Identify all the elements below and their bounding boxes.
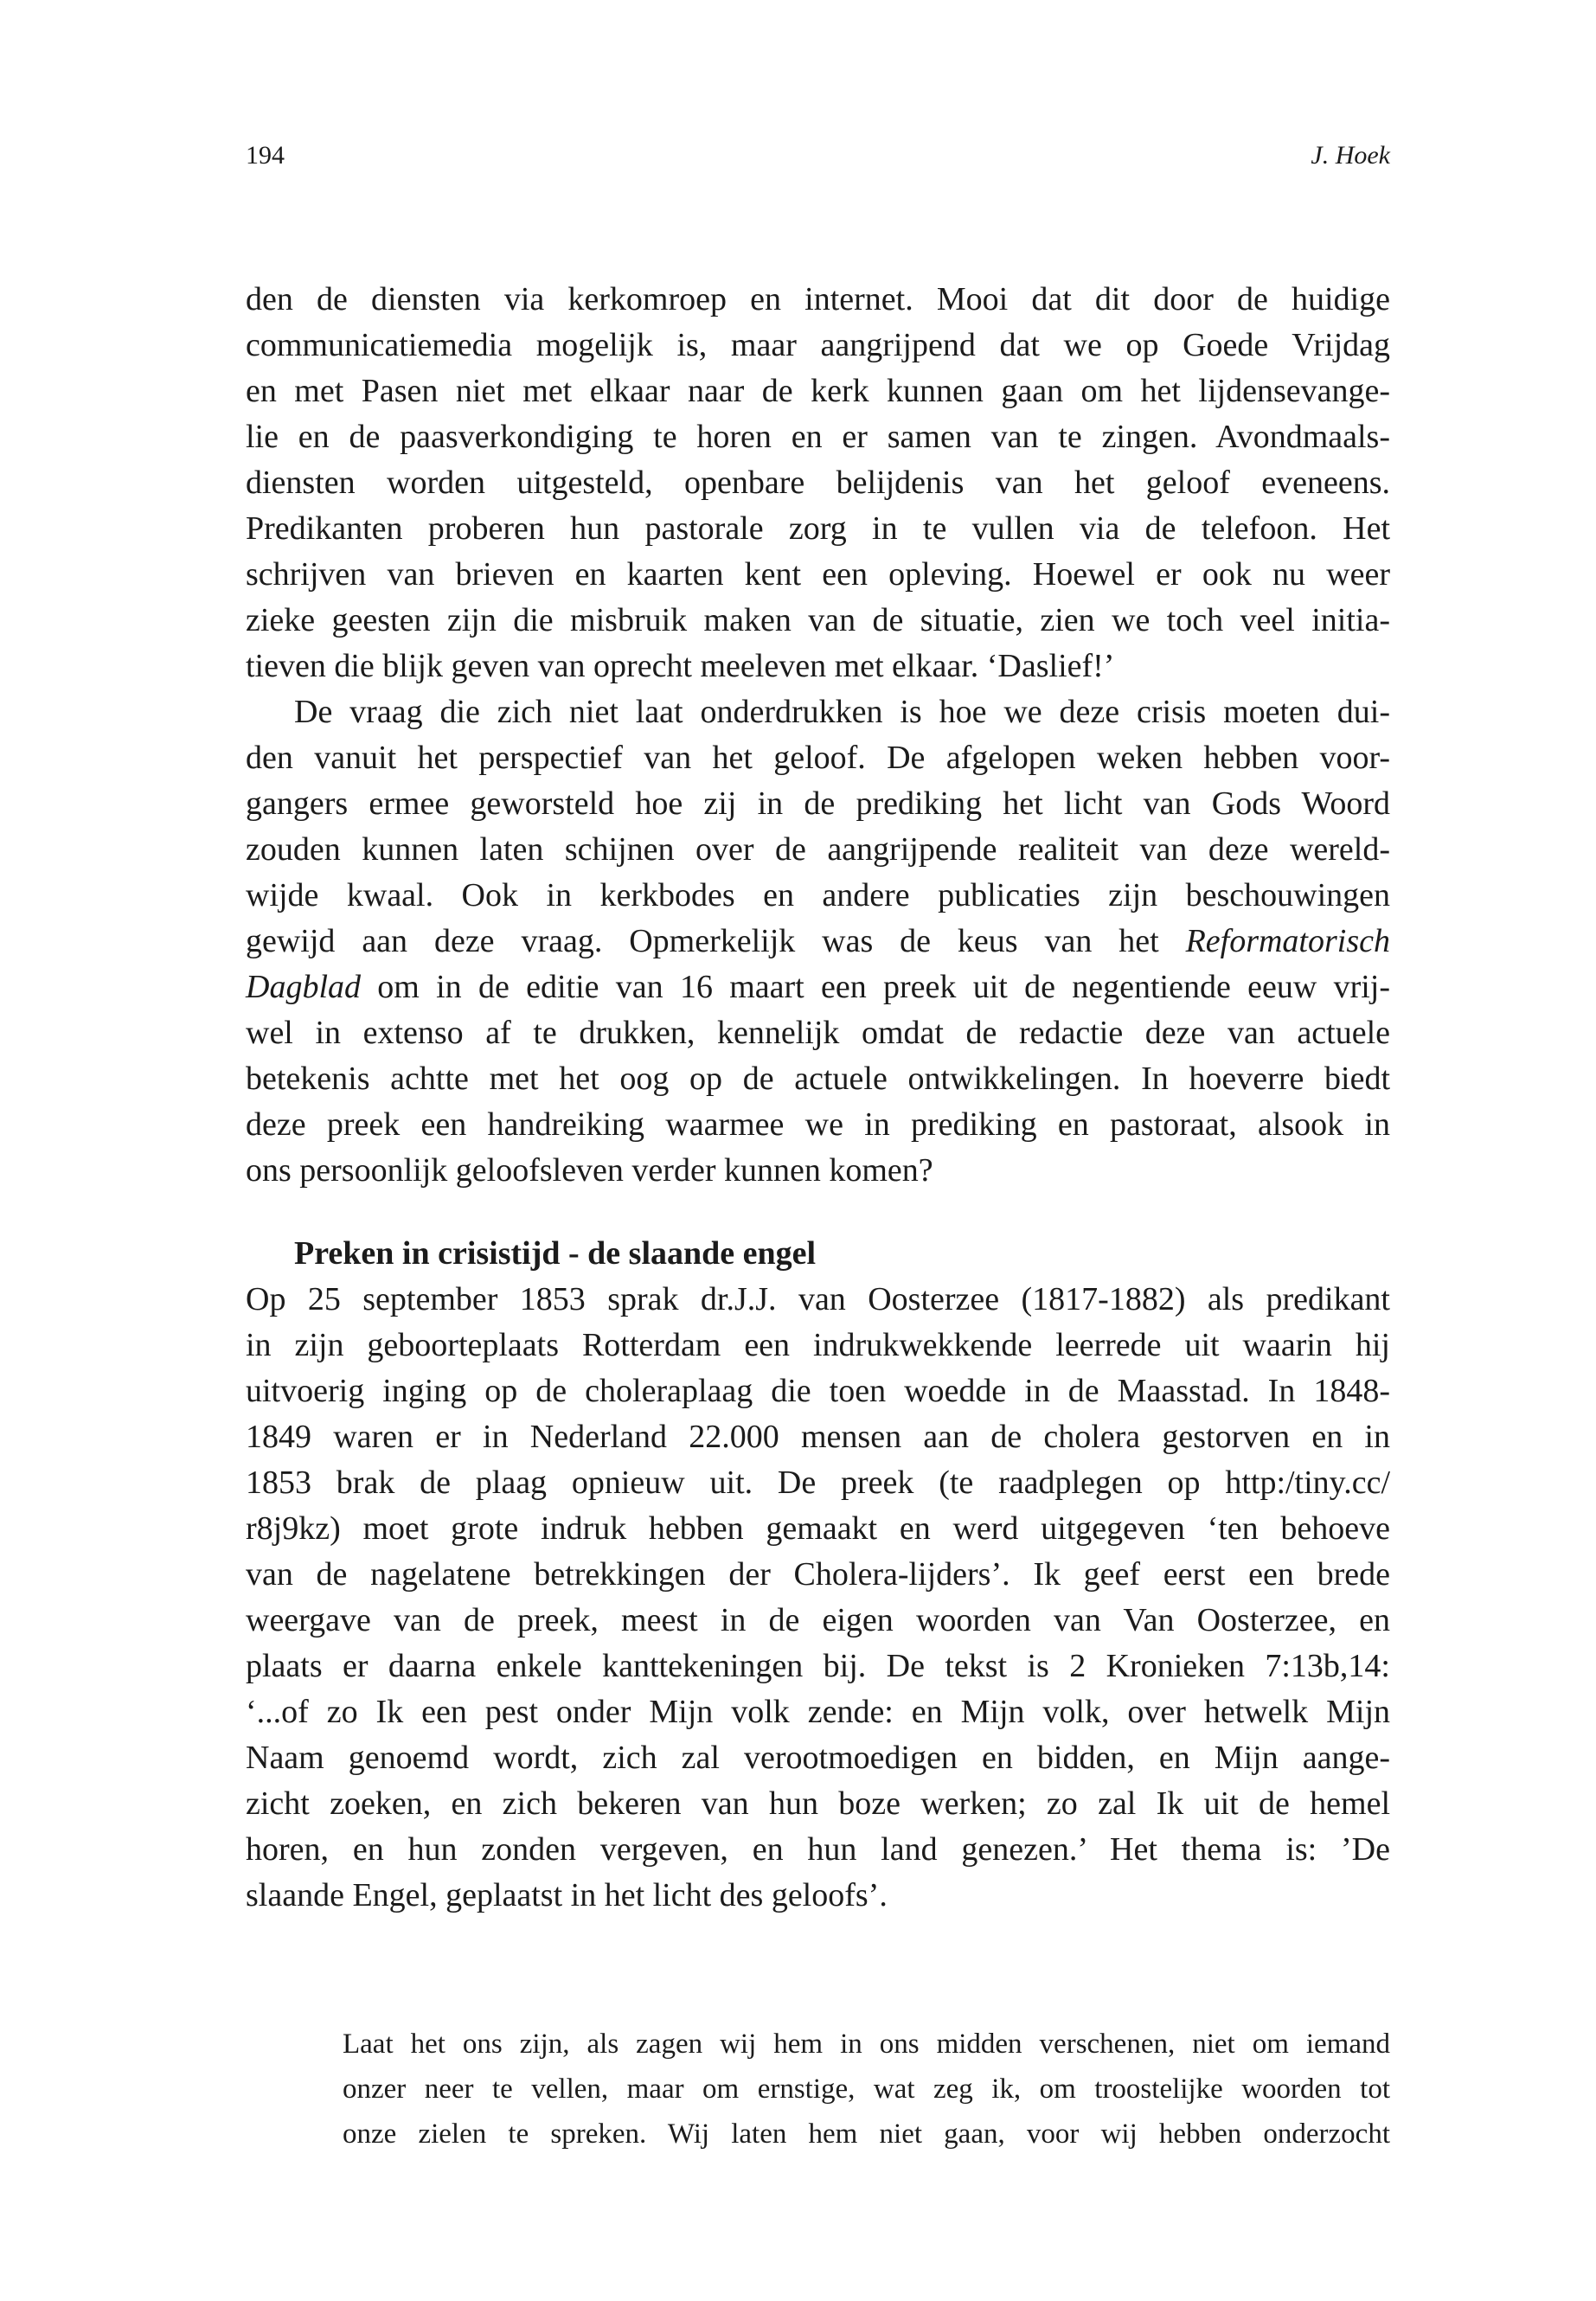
text-line-with-italic [246, 965, 1390, 1010]
text-line: uitvoerig inging op de choleraplaag die toen woedde in de Maasstad. In 1848- [246, 1373, 1390, 1409]
text-segment: om in de editie van 16 maart een preek uit de negentiende eeuw vrij- [361, 969, 1390, 1005]
text-line: en met Pasen niet met elkaar naar de kerk kunnen gaan om het lijdensevange- [246, 373, 1390, 409]
text-line: deze preek een handreiking waarmee we in prediking en pastoraat, alsook in [246, 1106, 1390, 1143]
text-line: zieke geesten zijn die misbruik maken van de situatie, zien we toch veel initia- [246, 602, 1390, 638]
text-line: plaats er daarna enkele kanttekeningen bij. De tekst is 2 Kronieken 7:13b,14: [246, 1648, 1390, 1684]
text-line: schrijven van brieven en kaarten kent een opleving. Hoewel er ook nu weer [246, 556, 1390, 593]
paragraph-sermon-summary [246, 1277, 1390, 1919]
text-line: zouden kunnen laten schijnen over de aangrijpende realiteit van deze wereld- [246, 831, 1390, 868]
quote-line: Laat het ons zijn, als zagen wij hem in ons midden verschenen, niet om iemand [343, 2029, 1390, 2060]
text-line: ‘...of zo Ik een pest onder Mijn volk zende: en Mijn volk, over hetwelk Mijn [246, 1694, 1390, 1730]
quote-line: onze zielen te spreken. Wij laten hem niet gaan, voor wij hebben onderzocht [343, 2118, 1390, 2150]
text-line: diensten worden uitgesteld, openbare belijdenis van het geloof eveneens. [246, 465, 1390, 501]
text-line: van de nagelatene betrekkingen der Cholera-lijders’. Ik geef eerst een brede [246, 1556, 1390, 1593]
text-line: r8j9kz) moet grote indruk hebben gemaakt en werd uitgegeven ‘ten behoeve [246, 1510, 1390, 1547]
text-line: De vraag die zich niet laat onderdrukken is hoe we deze crisis moeten dui- [294, 694, 1390, 730]
newspaper-title-italic: Dagblad [246, 969, 361, 1005]
text-line: communicatiemedia mogelijk is, maar aangrijpend dat we op Goede Vrijdag [246, 327, 1390, 363]
text-line: wel in extenso af te drukken, kennelijk omdat de redactie deze van actuele [246, 1015, 1390, 1051]
text-line: horen, en hun zonden vergeven, en hun land genezen.’ Het thema is: ’De [246, 1831, 1390, 1868]
text-line: Naam genoemd wordt, zich zal verootmoedigen en bidden, en Mijn aange- [246, 1740, 1390, 1776]
text-line: weergave van de preek, meest in de eigen woorden van Van Oosterzee, en [246, 1602, 1390, 1638]
paragraph-continuation [246, 277, 1390, 689]
text-line: in zijn geboorteplaats Rotterdam een indrukwekkende leerrede uit waarin hij [246, 1327, 1390, 1363]
text-line: 1853 brak de plaag opnieuw uit. De preek (te raadplegen op http:/tiny.cc/ [246, 1465, 1390, 1501]
text-line: den de diensten via kerkomroep en internet. Mooi dat dit door de huidige [246, 281, 1390, 317]
section-heading: Preken in crisistijd - de slaande engel [294, 1235, 817, 1272]
text-line-with-italic [246, 919, 1390, 965]
quote-line: onzer neer te vellen, maar om ernstige, wat zeg ik, om troostelijke woorden tot [343, 2073, 1390, 2105]
newspaper-title-italic: Reformatorisch [1185, 923, 1390, 959]
text-line: slaande Engel, geplaatst in het licht des geloofs’. [246, 1877, 888, 1913]
text-line: lie en de paasverkondiging te horen en er samen van te zingen. Avondmaals- [246, 419, 1390, 455]
text-line: 1849 waren er in Nederland 22.000 mensen aan de cholera gestorven en in [246, 1419, 1390, 1455]
page-number: 194 [246, 141, 285, 170]
text-segment: gewijd aan deze vraag. Opmerkelijk was de keus van het [246, 923, 1186, 959]
paragraph-crisis-question [246, 689, 1390, 1194]
text-line: den vanuit het perspectief van het geloof. De afgelopen weken hebben voor- [246, 740, 1390, 776]
block-quote [343, 2022, 1390, 2157]
text-line: tieven die blijk geven van oprecht meeleven met elkaar. ‘Daslief!’ [246, 648, 1115, 684]
text-line: gangers ermee geworsteld hoe zij in de prediking het licht van Gods Woord [246, 785, 1390, 822]
text-line: wijde kwaal. Ook in kerkbodes en andere publicaties zijn beschouwingen [246, 877, 1390, 913]
text-line: Predikanten proberen hun pastorale zorg in te vullen via de telefoon. Het [246, 510, 1390, 547]
text-line: Op 25 september 1853 sprak dr.J.J. van Oosterzee (1817-1882) als predikant [246, 1281, 1390, 1317]
text-line: ons persoonlijk geloofsleven verder kunnen komen? [246, 1152, 933, 1189]
running-head-author: J. Hoek [1311, 141, 1390, 170]
text-line: zicht zoeken, en zich bekeren van hun boze werken; zo zal Ik uit de hemel [246, 1785, 1390, 1822]
text-line: betekenis achtte met het oog op de actuele ontwikkelingen. In hoeverre biedt [246, 1061, 1390, 1097]
